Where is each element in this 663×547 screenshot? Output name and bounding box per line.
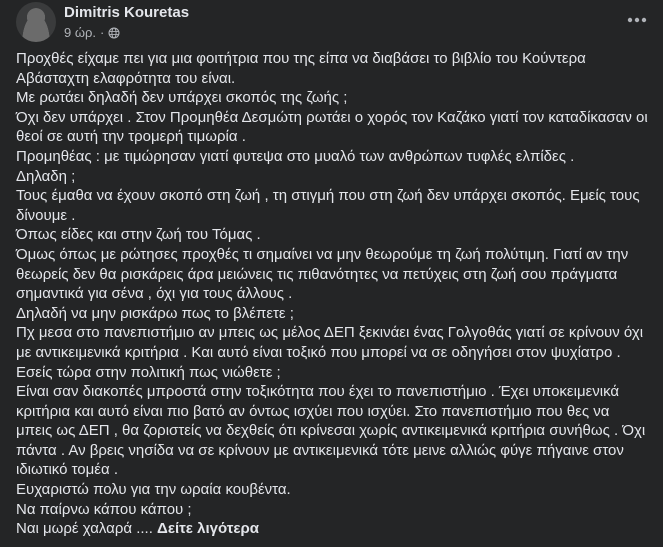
last-line-text: Ναι μωρέ χαλαρά .... — [16, 520, 153, 538]
post-paragraph: Με ρωτάει δηλαδή δεν υπάρχει σκοπός της ζωής ; — [16, 89, 348, 107]
post-paragraph: Ευχαριστώ πολυ για την ωραία κουβέντα. — [16, 481, 291, 499]
post-text — [16, 49, 649, 539]
meta-separator: · — [100, 25, 105, 40]
post-meta — [64, 25, 120, 40]
avatar[interactable] — [16, 2, 56, 42]
more-horizontal-icon[interactable] — [625, 10, 649, 30]
post-paragraph: Τους έμαθα να έχουν σκοπό στη ζωή , τη στιγμή που στη ζωή δεν υπάρχει σκοπός. Εμείς τους δίνουμε . — [16, 187, 640, 224]
post-last-line — [16, 519, 649, 539]
post-paragraph: Είναι σαν διακοπές μπροστά στην τοξικότητα που έχει το πανεπιστήμιο . Έχει υποκειμενικά κριτήρια και αυτό είναι πιο βατό αν όντως ισχύει που ισχύει. Στο πανεπιστήμιο που θες να μπεις ως ΔΕΠ , θα ζοριστείς να δεχθείς ότι κρίνεσαι χωρίς αντικειμενικά κριτήρια συνήθως . Όχι πάντα . Αν βρεις νησίδα να σε κρίνουν με αντικειμενικά τότε μεινε αλλιώς φύγε πήγαινε στον ιδιωτικό τομέα . — [16, 383, 646, 479]
post-paragraph: Όμως όπως με ρώτησες προχθές τι σημαίνει να μην θεωρούμε τη ζωή πολύτιμη. Γιατί αν την θεωρείς δεν θα ρισκάρεις άρα μειώνεις τις πιθανότητες να πετύχεις στη ζωή σου πράγματα σημαντικά για σένα , όχι για τους άλλους . — [16, 245, 629, 303]
author-name[interactable]: Dimitris Kouretas — [64, 4, 190, 21]
post-paragraph: Εσείς τώρα στην πολιτική πως νιώθετε ; — [16, 363, 281, 381]
see-less-link[interactable]: Δείτε λιγότερα — [157, 520, 260, 538]
globe-icon[interactable] — [108, 27, 120, 39]
post-time[interactable]: 9 ώρ. — [64, 25, 96, 40]
post-paragraph: Προχθές είχαμε πει για μια φοιτήτρια που της είπα να διαβάσει το βιβλίο του Κούντερα Αβάσταχτη ελαφρότητα του είναι. — [16, 50, 586, 87]
post-paragraph: Δηλαδη ; — [16, 167, 76, 185]
post-paragraph: Προμηθέας : με τιμώρησαν γιατί φυτεψα στο μυαλό των ανθρώπων τυφλές ελπίδες . — [16, 147, 575, 165]
post-paragraph: Να παίρνω κάπου κάπου ; — [16, 500, 192, 518]
post-paragraph: Πχ μεσα στο πανεπιστήμιο αν μπεις ως μέλος ΔΕΠ ξεκινάει ένας Γολγοθάς γιατί σε κρίνουν όχι με αντικειμενικά κριτήρια . Και αυτό είναι τοξικό που μπορεί να σε οδηγήσει στον ψυχίατρο . — [16, 324, 644, 361]
post-paragraph: Όπως είδες και στην ζωή του Τόμας . — [16, 226, 261, 244]
post-paragraph: Όχι δεν υπάρχει . Στον Προμηθέα Δεσμώτη ρωτάει ο χορός τον Καζάκο γιατί τον καταδίκασαν οι θεοί σε αυτή την τρομερή τιμωρία . — [16, 108, 648, 146]
post-paragraph: Δηλαδή να μην ρισκάρω πως το βλέπετε ; — [16, 304, 294, 322]
